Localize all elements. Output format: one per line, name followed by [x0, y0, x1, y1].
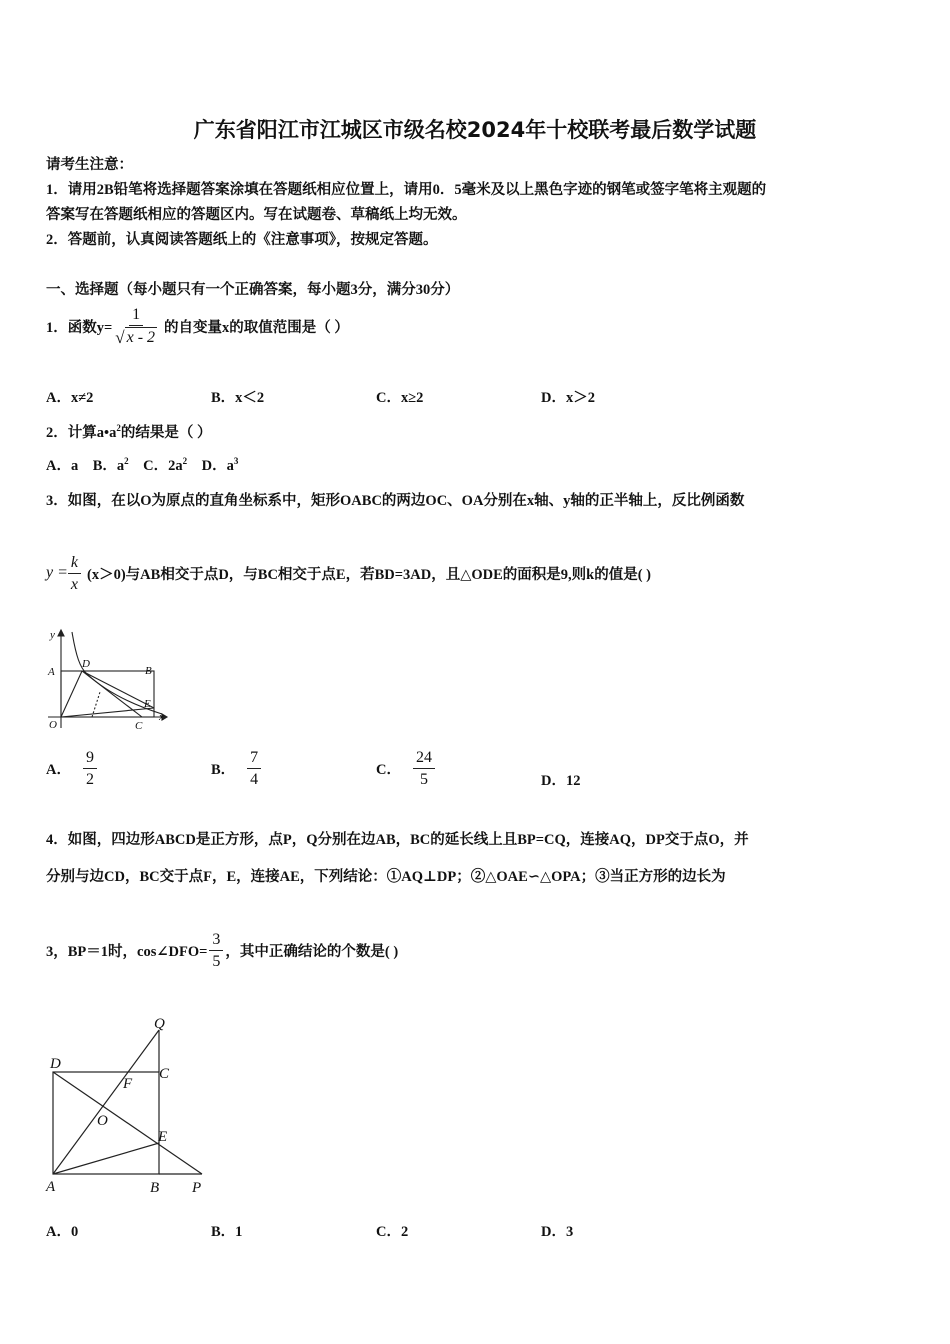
notice-item-2: 2．答题前，认真阅读答题纸上的《注意事项》，按规定答题。 — [46, 232, 438, 248]
question-3-line-1: 3．如图，在以O为原点的直角坐标系中，矩形OABC的两边OC、OA分别在x轴、y轴的正半轴上，反比例函数 — [46, 493, 745, 509]
q4-option-d: D．3 — [541, 1224, 574, 1240]
question-2-stem — [46, 421, 211, 442]
q4-label-b: B — [150, 1180, 160, 1196]
q3-segment-dc — [82, 671, 142, 717]
q3-label-b: B — [145, 665, 152, 677]
q3-option-a-num: 9 — [83, 748, 97, 769]
q4-label-q: Q — [154, 1016, 165, 1032]
q4-figure — [40, 1010, 220, 1200]
q3-frac-den: x — [70, 575, 79, 593]
q4-segment-aq — [53, 1030, 159, 1174]
q2-option-b: B．$a^2$ — [92, 456, 129, 474]
q1-prefix: 1．函数y= — [46, 319, 113, 336]
q3-label-a: A — [48, 666, 55, 678]
q3-rectangle-oabc — [61, 671, 154, 717]
q3-y-eq: y = — [46, 564, 68, 581]
q3-axis-y-arrow — [58, 630, 64, 636]
q4-label-d: D — [50, 1056, 61, 1072]
question-4-line-2: 分别与边CD，BC交于点F，E，连接AE，下列结论：①AQ⊥DP；②△OAE∽△OPA；③当正方形的边长为 — [46, 869, 726, 885]
q3-option-a-label: A． — [46, 761, 71, 778]
q2-options — [46, 454, 238, 475]
q1-option-c: C．x≥2 — [376, 390, 424, 406]
q1-option-a: A．x≠2 — [46, 390, 94, 406]
q3-label-y: y — [50, 629, 55, 641]
notice-heading: 请考生注意： — [46, 157, 133, 173]
q4-frac-den: 5 — [212, 952, 221, 970]
q3-line-2-text: (x＞0)与AB相交于点D，与BC相交于点E，若BD=3AD，且△ODE的面积是9,则k的值是( ) — [87, 566, 651, 583]
q4-option-c: C．2 — [376, 1224, 409, 1240]
q4-label-o: O — [97, 1113, 108, 1129]
q2-stem-text: 2．计算a•a — [46, 425, 117, 441]
q4-line-3-suffix: ，其中正确结论的个数是( ) — [225, 943, 399, 960]
q3-option-b-label: B． — [211, 761, 236, 778]
q1-option-b: B．x＜2 — [211, 390, 265, 406]
q3-figure — [44, 626, 174, 734]
q4-frac-num: 3 — [209, 930, 223, 951]
q2-option-c: C．$2a^2$ — [143, 456, 188, 474]
q3-option-b-num: 7 — [247, 748, 261, 769]
question-1-stem — [46, 304, 349, 348]
q4-label-e: E — [158, 1129, 168, 1145]
q4-option-a: A．0 — [46, 1224, 79, 1240]
q3-option-a — [46, 744, 97, 792]
q3-fraction — [68, 553, 81, 594]
q1-frac-den: x - 2 — [126, 329, 156, 346]
q4-label-f: F — [123, 1076, 133, 1092]
q1-option-d: D．x＞2 — [541, 390, 595, 406]
q2-option-a: A．a — [46, 458, 79, 474]
q3-option-c-label: C． — [376, 761, 401, 778]
section-heading-choice: 一、选择题（每小题只有一个正确答案，每小题3分，满分30分） — [46, 282, 460, 298]
q2-stem-suffix: 的结果是（ ） — [120, 425, 212, 441]
q4-segment-ae — [53, 1143, 159, 1174]
question-3-line-2 — [46, 551, 651, 595]
q3-option-a-den: 2 — [85, 770, 94, 788]
notice-item-1-line-1: 1．请用2B铅笔将选择题答案涂填在答题纸相应位置上，请用0．5毫米及以上黑色字迹的钢笔或签字笔将主观题的 — [46, 182, 767, 198]
q4-label-a: A — [46, 1179, 56, 1195]
q4-option-b: B．1 — [211, 1224, 243, 1240]
q2-option-d: D．$a^3$ — [201, 456, 239, 474]
q3-option-c-den: 5 — [419, 770, 428, 788]
q3-label-d: D — [82, 658, 90, 670]
q1-fraction — [112, 305, 160, 347]
q3-option-c-num: 24 — [413, 748, 435, 769]
question-4-line-3 — [46, 926, 398, 974]
q3-label-c: C — [135, 720, 143, 732]
q1-suffix: 的自变量x的取值范围是（ ） — [164, 319, 349, 336]
q3-label-o: O — [49, 719, 57, 731]
q3-option-c — [376, 744, 435, 792]
notice-item-1-line-2: 答案写在答题纸相应的答题区内。写在试题卷、草稿纸上均无效。 — [46, 207, 467, 223]
sqrt-icon: √ — [115, 327, 125, 347]
page-title: 广东省阳江市江城区市级名校2024年十校联考最后数学试题 — [193, 118, 757, 142]
q4-line-3-prefix: 3，BP＝1时，cos∠DFO= — [46, 943, 208, 960]
q2-stem-sup: 2 — [116, 423, 121, 434]
q3-segment-od — [61, 671, 82, 717]
q4-label-c: C — [159, 1066, 170, 1082]
q3-label-e: E — [144, 698, 151, 710]
q3-frac-num: k — [68, 553, 81, 574]
q3-option-b — [211, 744, 261, 792]
q1-frac-num: 1 — [129, 305, 143, 326]
q4-label-p: P — [192, 1180, 202, 1196]
question-4-line-1: 4．如图，四边形ABCD是正方形，点P，Q分别在边AB，BC的延长线上且BP=CQ，连接AQ，DP交于点O，并 — [46, 832, 749, 848]
q3-label-x: x — [159, 711, 164, 723]
q3-option-b-den: 4 — [250, 770, 259, 788]
q3-option-d: D．12 — [541, 773, 581, 789]
